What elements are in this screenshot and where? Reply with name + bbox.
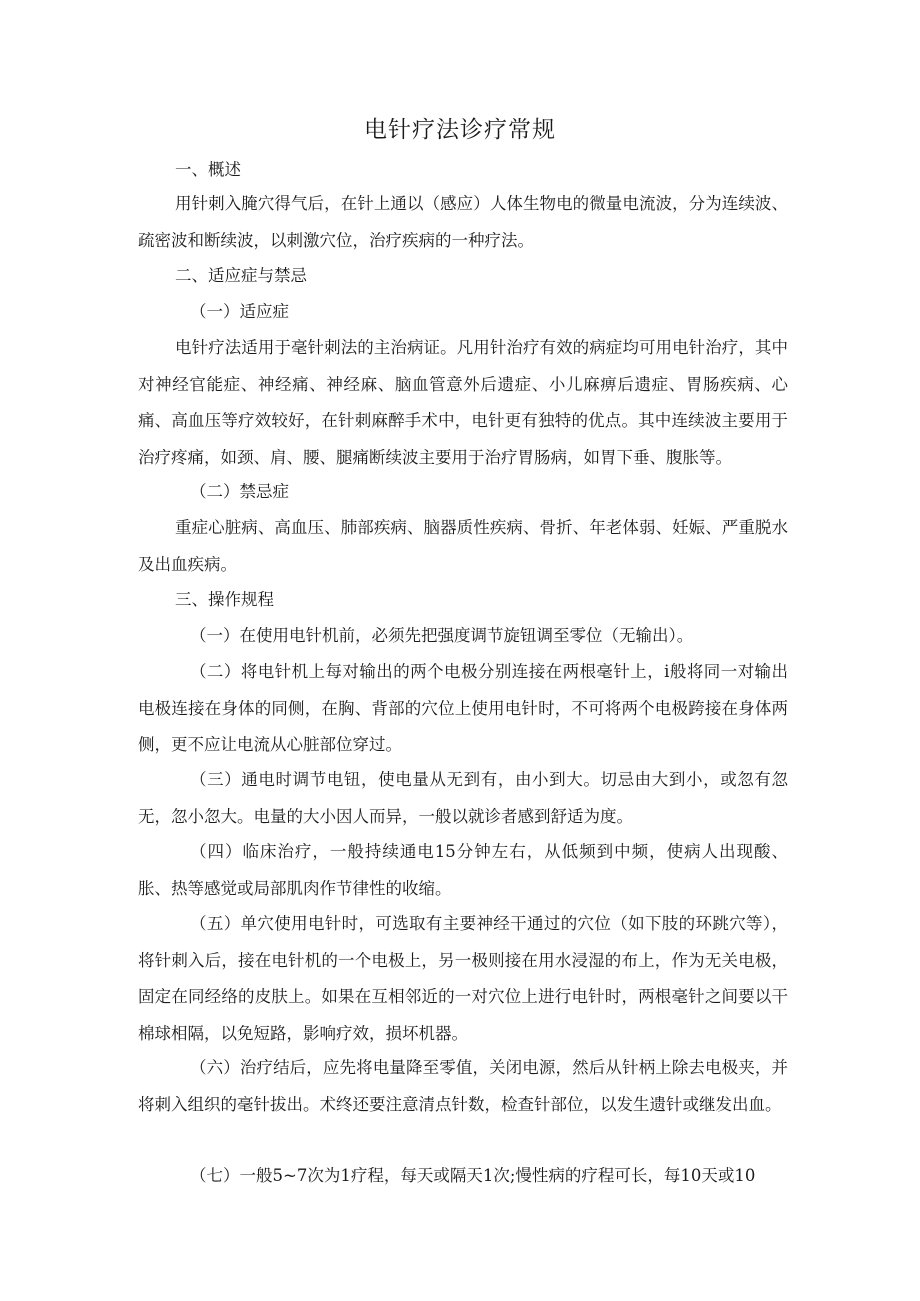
document-title: 电针疗法诊疗常规 <box>364 117 556 143</box>
procedure-item-5: （五）单穴使用电针时，可选取有主要神经干通过的穴位（如下肢的环跳穴等），将针刺入后，接在电针机的一个电极上，另一极则接在用水浸湿的布上，作为无关电极，固定在同经络的皮肤上。如果在互相邻近的一对穴位上进行电针时，两根毫针之间要以干棉球相隔，以免短路，影响疗效，损坏机器。 <box>138 914 788 1043</box>
section-2-sub2-heading: （二）禁忌症 <box>190 482 289 501</box>
section-3-heading: 三、操作规程 <box>175 590 274 609</box>
procedure-item-2: （二）将电针机上每对输出的两个电极分别连接在两根毫针上，i般将同一对输出电极连接在身体的同侧，在胸、背部的穴位上使用电针时，不可将两个电极跨接在身体两侧，更不应让电流从心脏部位穿过。 <box>138 662 788 754</box>
section-1-heading: 一、概述 <box>175 160 241 179</box>
procedure-item-4: （四）临床治疗，一般持续通电15分钟左右，从低频到中频，使病人出现酸、胀、热等感觉或局部肌肉作节律性的收缩。 <box>138 842 788 898</box>
section-1-paragraph: 用针刺入腌穴得气后，在针上通以（感应）人体生物电的微量电流波，分为连续波、疏密波和断续波，以刺激穴位，治疗疾病的一种疗法。 <box>138 194 788 250</box>
section-2-sub1-heading: （一）适应症 <box>190 302 289 321</box>
procedure-item-1: （一）在使用电针机前，必须先把强度调节旋钮调至零位（无输出）。 <box>190 626 694 645</box>
section-2-heading: 二、适应症与禁忌 <box>175 266 307 285</box>
indications-paragraph: 电针疗法适用于毫针刺法的主治病证。凡用针治疗有效的病症均可用电针治疗，其中对神经官能症、神经痛、神经麻、脑血管意外后遗症、小儿麻痹后遗症、胃肠疾病、心痛、高血压等疗效较好，在针刺麻醉手术中，电针更有独特的优点。其中连续波主要用于治疗疼痛，如颈、肩、腰、腿痛断续波主要用于治疗胃肠病，如胃下垂、腹胀等。 <box>138 338 788 467</box>
procedure-item-6: （六）治疗结后，应先将电量降至零值，关闭电源，然后从针柄上除去电极夹，并将刺入组织的毫针拔出。术终还要注意清点针数，检查针部位，以发生遗针或继发出血。 <box>138 1058 788 1114</box>
contraindications-paragraph: 重症心脏病、高血压、肺部疾病、脑器质性疾病、骨折、年老体弱、妊娠、严重脱水及出血疾病。 <box>138 518 788 574</box>
procedure-item-7: （七）一般5~7次为1疗程，每天或隔天1次;慢性病的疗程可长，每10天或10 <box>190 1166 756 1185</box>
procedure-item-3: （三）通电时调节电钮，使电量从无到有，由小到大。切忌由大到小，或忽有忽无，忽小忽大。电量的大小因人而异，一般以就诊者感到舒适为度。 <box>138 770 788 826</box>
